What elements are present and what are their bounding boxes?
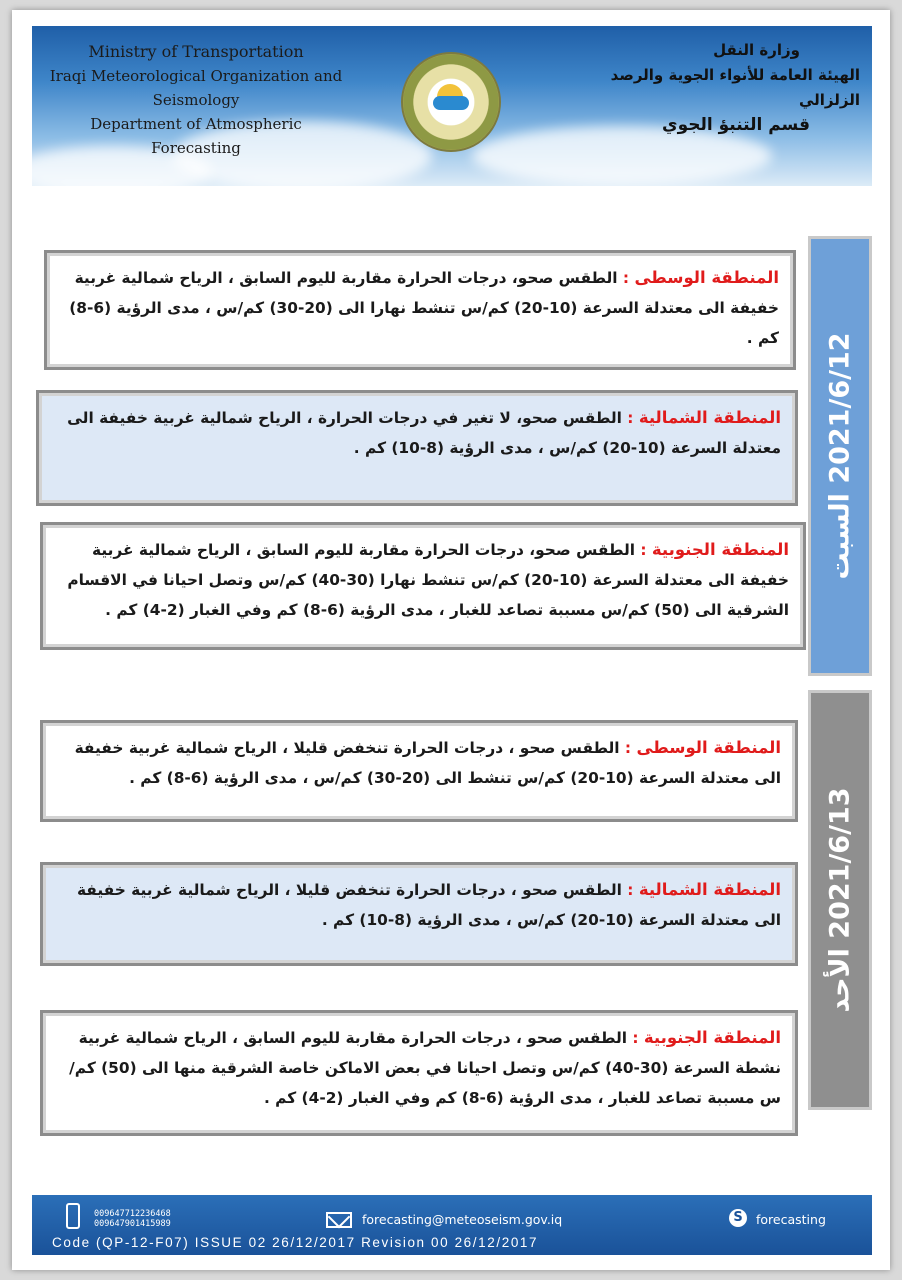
document-code: Code (QP-12-F07) ISSUE 02 26/12/2017 Revision 00 26/12/2017 (52, 1235, 539, 1250)
forecast-box-central-day1: المنطقة الوسطى : الطقس صحو، درجات الحرارة مقاربة لليوم السابق ، الرياح شمالية غربية خفيفة الى معتدلة السرعة (10-20) كم/س تنشط نهارا الى (20-30) كم/س ، مدى الرؤية (6-8) كم . (44, 250, 796, 370)
organization-name-en: Iraqi Meteorological Organization and Seismology (49, 67, 343, 109)
phone-number: 009647712236468 (94, 1209, 171, 1219)
department-name-en: Department of Atmospheric Forecasting (90, 115, 302, 157)
region-name: المنطقة الجنوبية (651, 540, 789, 559)
forecast-text: الطقس صحو ، درجات الحرارة تنخفض قليلا ، الرياح شمالية غربية خفيفة الى معتدلة السرعة (10-20) كم/س ، مدى الرؤية (8-10) كم . (76, 881, 781, 929)
date-label-day2: 2021/6/13 الأحد (824, 787, 856, 1013)
forecast-text: الطقس صحو ، درجات الحرارة تنخفض قليلا ، الرياح شمالية غربية خفيفة الى معتدلة السرعة (10-20) كم/س تنشط الى (20-30) كم/س ، مدى الرؤية (6-8) كم . (74, 739, 781, 787)
header-english (46, 40, 346, 160)
forecast-box-south-day1: المنطقة الجنوبية : الطقس صحو، درجات الحرارة مقاربة لليوم السابق ، الرياح شمالية غربية خفيفة الى معتدلة السرعة (10-20) كم/س تنشط نهارا (30-40) كم/س وتصل احيانا في الاقسام الشرقية الى (50) كم/س مسببة تصاعد للغبار ، مدى الرؤية (6-8) كم وفي الغبار (2-4) كم . (40, 522, 806, 650)
ministry-name-en: Ministry of Transportation (88, 42, 304, 61)
date-label-day1: 2021/6/12 السبت (824, 332, 856, 580)
region-name: المنطقة الشمالية (638, 408, 781, 427)
organization-name-ar: الهيئة العامة للأنواء الجوية والرصد الزلزالي (610, 66, 860, 109)
forecast-text: الطقس صحو، درجات الحرارة مقاربة لليوم السابق ، الرياح شمالية غربية خفيفة الى معتدلة السرعة (10-20) كم/س تنشط نهارا (30-40) كم/س وتصل احيانا في الاقسام الشرقية الى (50) كم/س مسببة تصاعد للغبار ، مدى الرؤية (6-8) كم وفي الغبار (2-4) كم . (67, 541, 789, 619)
forecast-box-central-day2: المنطقة الوسطى : الطقس صحو ، درجات الحرارة تنخفض قليلا ، الرياح شمالية غربية خفيفة الى معتدلة السرعة (10-20) كم/س تنشط الى (20-30) كم/س ، مدى الرؤية (6-8) كم . (40, 720, 798, 822)
date-panel-day2 (808, 690, 872, 1110)
forecast-text: الطقس صحو ، درجات الحرارة مقاربة لليوم السابق ، الرياح شمالية غربية نشطة السرعة (30-40) كم/س وتصل احيانا في بعض الاماكن خاصة الشرقية منها الى (50) كم/س مسببة تصاعد للغبار ، مدى الرؤية (6-8) كم وفي الغبار (2-4) كم . (69, 1029, 781, 1107)
phone-numbers (94, 1209, 171, 1229)
email-address[interactable]: forecasting@meteoseism.gov.iq (362, 1212, 563, 1227)
region-name: المنطقة الشمالية (638, 880, 781, 899)
header-arabic (570, 38, 860, 138)
skype-icon: S (729, 1209, 747, 1227)
region-name: المنطقة الوسطى (636, 738, 781, 757)
skype-handle: forecasting (756, 1212, 826, 1227)
header-banner (32, 26, 872, 186)
phone-icon (66, 1203, 80, 1229)
cloud-icon (433, 96, 469, 110)
phone-number: 009647901415989 (94, 1219, 171, 1229)
forecast-box-north-day1: المنطقة الشمالية : الطقس صحو، لا تغير في درجات الحرارة ، الرياح شمالية غربية خفيفة الى معتدلة السرعة (10-20) كم/س ، مدى الرؤية (8-10) كم . (36, 390, 798, 506)
mail-icon (326, 1212, 352, 1228)
forecast-text: الطقس صحو، درجات الحرارة مقاربة لليوم السابق ، الرياح شمالية غربية خفيفة الى معتدلة السرعة (10-20) كم/س تنشط نهارا الى (20-30) كم/س ، مدى الرؤية (6-8) كم . (69, 269, 779, 347)
date-panel-day1 (808, 236, 872, 676)
logo-emblem (401, 52, 501, 152)
region-name: المنطقة الوسطى (634, 268, 779, 287)
forecast-box-north-day2: المنطقة الشمالية : الطقس صحو ، درجات الحرارة تنخفض قليلا ، الرياح شمالية غربية خفيفة الى معتدلة السرعة (10-20) كم/س ، مدى الرؤية (8-10) كم . (40, 862, 798, 966)
forecast-box-south-day2: المنطقة الجنوبية : الطقس صحو ، درجات الحرارة مقاربة لليوم السابق ، الرياح شمالية غربية نشطة السرعة (30-40) كم/س وتصل احيانا في بعض الاماكن خاصة الشرقية منها الى (50) كم/س مسببة تصاعد للغبار ، مدى الرؤية (6-8) كم وفي الغبار (2-4) كم . (40, 1010, 798, 1136)
footer-bar (32, 1195, 872, 1255)
region-name: المنطقة الجنوبية (643, 1028, 781, 1047)
department-name-ar: قسم التنبؤ الجوي (662, 115, 810, 135)
ministry-name-ar: وزارة النقل (713, 41, 800, 59)
forecast-text: الطقس صحو، لا تغير في درجات الحرارة ، الرياح شمالية غربية خفيفة الى معتدلة السرعة (10-20) كم/س ، مدى الرؤية (8-10) كم . (67, 409, 781, 457)
